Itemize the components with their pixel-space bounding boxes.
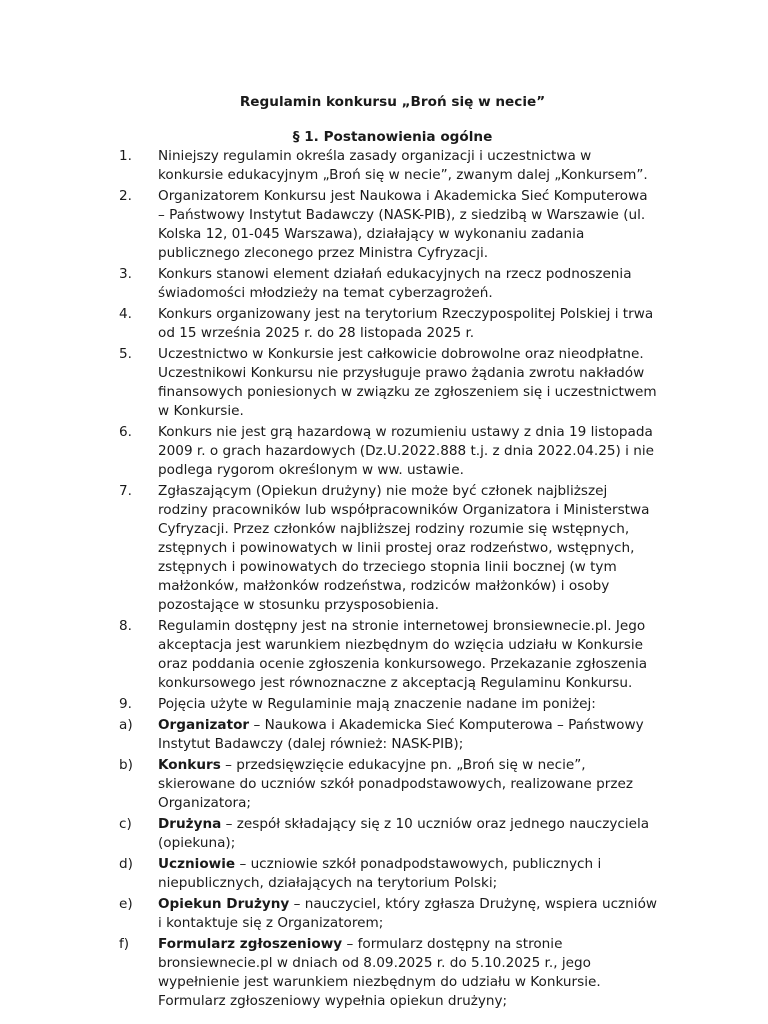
definition-description: – przedsięwzięcie edukacyjne pn. „Broń się w necie”, skierowane do uczniów szkół ponadpodstawowych, realizowane przez Organizatora; bbox=[158, 757, 633, 811]
definition-description: – zespół składający się z 10 uczniów oraz jednego nauczyciela (opiekuna); bbox=[158, 816, 650, 851]
list-item bbox=[119, 187, 658, 263]
item-number: 6. bbox=[119, 424, 132, 440]
item-text: Konkurs organizowany jest na terytorium Rzeczypospolitej Polskiej i trwa od 15 września 2025 r. do 28 listopada 2025 r. bbox=[158, 306, 654, 341]
numbered-list bbox=[119, 147, 658, 1011]
definition-letter: b) bbox=[119, 757, 133, 773]
item-number: 3. bbox=[119, 266, 132, 282]
list-item bbox=[119, 695, 658, 714]
section-title: § 1. Postanowienia ogólne bbox=[292, 129, 493, 145]
item-number: 1. bbox=[119, 148, 132, 164]
definition-letter: e) bbox=[119, 896, 133, 912]
definition-term: Konkurs bbox=[158, 757, 221, 773]
list-item bbox=[119, 423, 658, 480]
item-number: 4. bbox=[119, 306, 132, 322]
definition-description: – uczniowie szkół ponadpodstawowych, publicznych i niepublicznych, działających na terytorium Polski; bbox=[158, 856, 602, 891]
list-item bbox=[119, 147, 658, 185]
definition-text bbox=[158, 756, 658, 813]
item-number: 7. bbox=[119, 483, 132, 499]
definition-item bbox=[119, 935, 658, 1011]
definition-item bbox=[119, 756, 658, 813]
item-number: 9. bbox=[119, 696, 132, 712]
definition-item bbox=[119, 815, 658, 853]
definition-item bbox=[119, 895, 658, 933]
item-text: Uczestnictwo w Konkursie jest całkowicie dobrowolne oraz nieodpłatne. Uczestnikowi Konkursu nie przysługuje prawo żądania zwrotu nakładów finansowych poniesionych w związku ze zgłoszeniem się i uczestnictwem w Konkursie. bbox=[158, 346, 657, 419]
definition-term: Uczniowie bbox=[158, 856, 236, 872]
item-text: Konkurs stanowi element działań edukacyjnych na rzecz podnoszenia świadomości młodzieży na temat cyberzagrożeń. bbox=[158, 266, 632, 301]
list-item bbox=[119, 305, 658, 343]
item-text: Pojęcia użyte w Regulaminie mają znaczenie nadane im poniżej: bbox=[158, 696, 596, 712]
list-item bbox=[119, 345, 658, 421]
definition-item bbox=[119, 855, 658, 893]
item-text: Regulamin dostępny jest na stronie internetowej bronsiewnecie.pl. Jego akceptacja jest warunkiem niezbędnym do wzięcia udziału w Konkursie oraz poddania ocenie zgłoszenia konkursowego. Przekazanie zgłoszenia konkursowego jest równoznaczne z akceptacją Regulaminu Konkursu. bbox=[158, 618, 648, 691]
definition-term: Drużyna bbox=[158, 816, 222, 832]
item-text: Niniejszy regulamin określa zasady organizacji i uczestnictwa w konkursie edukacyjnym „Broń się w necie”, zwanym dalej „Konkursem”. bbox=[158, 148, 648, 183]
definition-description: – formularz dostępny na stronie bronsiewnecie.pl w dniach od 8.09.2025 r. do 5.10.2025 r., jego wypełnienie jest warunkiem niezbędnym do udziału w Konkursie. Formularz zgłoszeniowy wypełnia opiekun drużyny; bbox=[158, 936, 601, 1009]
definition-term: Opiekun Drużyny bbox=[158, 896, 290, 912]
definition-text bbox=[158, 855, 658, 893]
definition-letter: f) bbox=[119, 936, 130, 952]
definition-letter: c) bbox=[119, 816, 132, 832]
item-text: Konkurs nie jest grą hazardową w rozumieniu ustawy z dnia 19 listopada 2009 r. o grach hazardowych (Dz.U.2022.888 t.j. z dnia 2022.04.25) i nie podlega rygorom określonym w ww. ustawie. bbox=[158, 424, 654, 478]
list-item bbox=[119, 482, 658, 615]
item-number: 8. bbox=[119, 618, 132, 634]
item-text: Organizatorem Konkursu jest Naukowa i Akademicka Sieć Komputerowa – Państwowy Instytut Badawczy (NASK-PIB), z siedzibą w Warszawie (ul. Kolska 12, 01-045 Warszawa), działający w wykonaniu zadania publicznego zleconego przez Ministra Cyfryzacji. bbox=[158, 188, 648, 261]
definition-item bbox=[119, 716, 658, 754]
definition-text bbox=[158, 935, 658, 1011]
definition-text bbox=[158, 895, 658, 933]
item-text: Zgłaszającym (Opiekun drużyny) nie może być członek najbliższej rodziny pracowników lub współpracowników Organizatora i Ministerstwa Cyfryzacji. Przez członków najbliższej rodziny rozumie się wstępnych, zstępnych i powinowatych w linii prostej oraz rodzeństwo, wstępnych, zstępnych i powinowatych do trzeciego stopnia linii bocznej (w tym małżonków, małżonków rodzeństwa, rodziców małżonków) i osoby pozostające w stosunku przysposobienia. bbox=[158, 483, 650, 613]
definition-term: Formularz zgłoszeniowy bbox=[158, 936, 343, 952]
definition-letter: a) bbox=[119, 717, 133, 733]
definition-letter: d) bbox=[119, 856, 133, 872]
list-item bbox=[119, 265, 658, 303]
definition-description: – Naukowa i Akademicka Sieć Komputerowa – Państwowy Instytut Badawczy (dalej również: NASK-PIB); bbox=[158, 717, 644, 752]
item-number: 2. bbox=[119, 188, 132, 204]
item-number: 5. bbox=[119, 346, 132, 362]
definition-description: – nauczyciel, który zgłasza Drużynę, wspiera uczniów i kontaktuje się z Organizatorem; bbox=[158, 896, 658, 931]
document-title: Regulamin konkursu „Broń się w necie” bbox=[239, 94, 546, 110]
definition-term: Organizator bbox=[158, 717, 250, 733]
definition-text bbox=[158, 716, 658, 754]
definition-text bbox=[158, 815, 658, 853]
list-item bbox=[119, 617, 658, 693]
